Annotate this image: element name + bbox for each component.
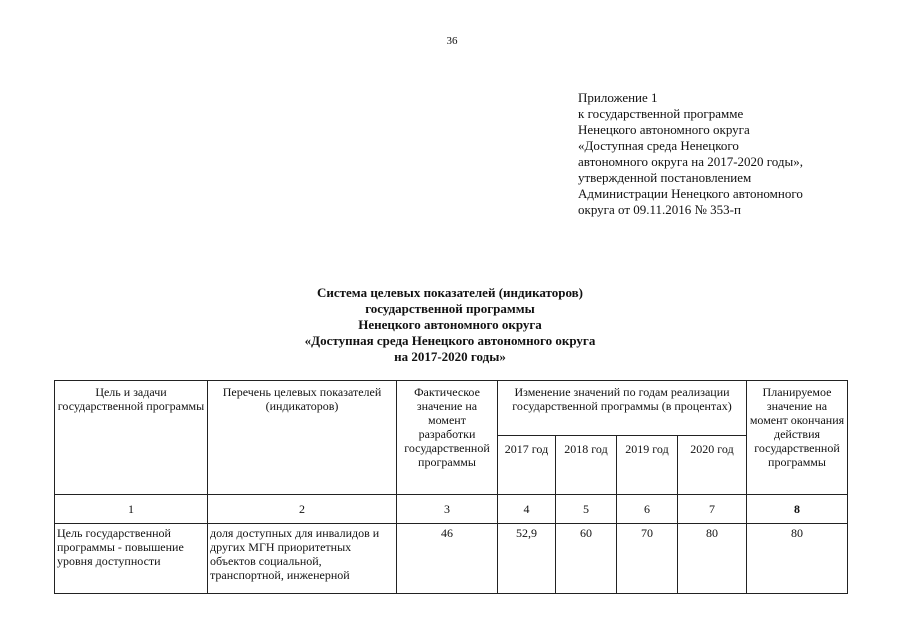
header-year-2017: 2017 год: [498, 436, 556, 495]
cell-2020: 80: [678, 524, 747, 594]
appendix-line: к государственной программе: [578, 106, 744, 121]
appendix-line: автономного округа на 2017-2020 годы»,: [578, 154, 804, 169]
column-number: 7: [678, 495, 747, 524]
document-title: [260, 285, 640, 365]
title-line: Ненецкого автономного округа: [358, 317, 542, 332]
header-actual-value: Фактическое значение на момент разработки государственной программы: [397, 381, 498, 495]
appendix-note: [578, 90, 878, 218]
title-line: «Доступная среда Ненецкого автономного округа: [304, 333, 596, 348]
cell-planned-value: 80: [747, 524, 848, 594]
appendix-line: «Доступная среда Ненецкого: [578, 138, 739, 153]
header-indicators: Перечень целевых показателей (индикаторов): [208, 381, 397, 495]
column-number: 8: [747, 495, 848, 524]
page-number: 36: [446, 35, 458, 47]
cell-actual-value: 46: [397, 524, 498, 594]
title-line: Система целевых показателей (индикаторов): [317, 285, 583, 300]
title-line: на 2017-2020 годы»: [394, 349, 506, 364]
cell-2017: 52,9: [498, 524, 556, 594]
cell-goal: Цель государственной программы - повышение уровня доступности: [55, 524, 208, 594]
header-planned-value: Планируемое значение на момент окончания действия государственной программы: [747, 381, 848, 495]
column-number: 6: [617, 495, 678, 524]
appendix-line: Администрации Ненецкого автономного: [578, 186, 803, 201]
appendix-line: Ненецкого автономного округа: [578, 122, 750, 137]
header-year-2019: 2019 год: [617, 436, 678, 495]
cell-2018: 60: [556, 524, 617, 594]
column-number: 5: [556, 495, 617, 524]
column-number: 1: [55, 495, 208, 524]
appendix-line: округа от 09.11.2016 № 353-п: [578, 202, 741, 217]
appendix-line: Приложение 1: [578, 90, 658, 105]
header-year-2018: 2018 год: [556, 436, 617, 495]
column-number: 2: [208, 495, 397, 524]
title-line: государственной программы: [365, 301, 535, 316]
header-goal: Цель и задачи государственной программы: [55, 381, 208, 495]
cell-2019: 70: [617, 524, 678, 594]
table-row: [55, 524, 848, 594]
column-number: 3: [397, 495, 498, 524]
column-number: 4: [498, 495, 556, 524]
indicators-table: [54, 380, 848, 594]
header-yearly-change: Изменение значений по годам реализации государственной программы (в процентах): [498, 381, 747, 436]
header-year-2020: 2020 год: [678, 436, 747, 495]
cell-indicator: доля доступных для инвалидов и других МГН приоритетных объектов социальной, транспортной, инженерной: [208, 524, 397, 594]
appendix-line: утвержденной постановлением: [578, 170, 752, 185]
